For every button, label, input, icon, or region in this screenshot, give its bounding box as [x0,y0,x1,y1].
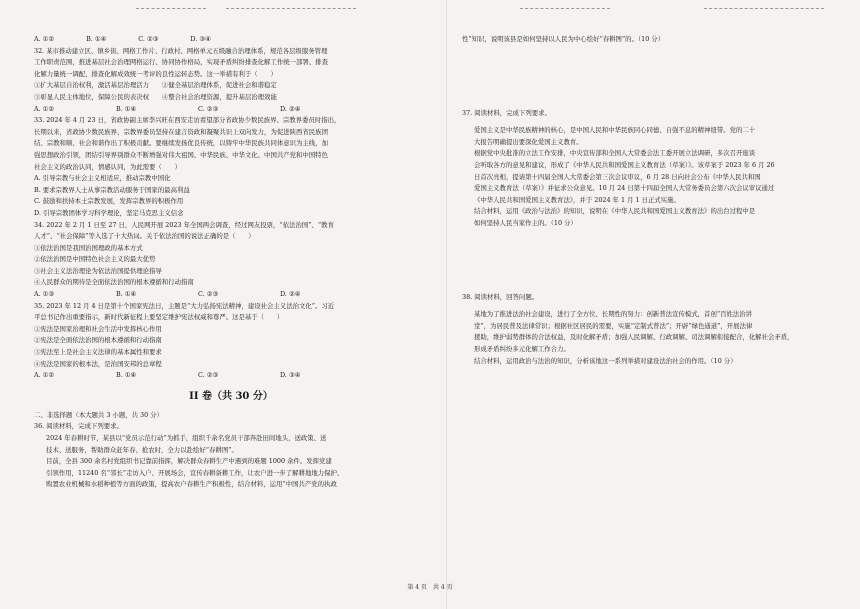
text-line: ④人民群众的期待是全面依法治国的根本遵循和行动指南 [34,278,194,287]
answer-option: A. ①③ [34,290,55,299]
text-line: 目前，全县 300 余名村党组织书记靠前指挥，解决群众春耕生产中遇到的难题 1000 余件。发挥党建 [46,457,332,466]
text-line: 爱国主义是中华民族精神的核心，是中国人民和中华民族同心同德、自强不息的精神纽带。党的二十 [474,126,756,135]
text-line: 人才”、“社会保障”等入选了十大热词。关于依法治国的说法正确的是（ ） [34,232,255,241]
q32-options [34,104,428,116]
text-line: ②依法治国是中国特色社会主义的最大优势 [34,255,156,264]
text-line: 37. 阅读材料，完成下列要求。 [462,108,551,117]
text-line: ③社会主义法治理论为依法治国提供理论指导 [34,266,162,275]
answer-option: D. ②④ [280,104,301,113]
text-line: 形成矛盾纠纷多元化解工作合力。 [474,344,570,353]
text-line: 爱国主义教育法（草案）》并征求公众意见。10 月 24 日第十四届全国人大常务委员会第六次会议审议通过 [474,184,775,193]
text-line: 工作职责范围，推进基层社会治理网格运行、协同协作格局，实现矛盾纠纷排查化解工作统一部署、排查 [34,58,328,67]
text-line: 日首次亮相，提请第十四届全国人大常委会第三次会议审议，6 月 28 日向社会公布《中华人民共和国 [474,172,761,181]
left-column [34,34,428,491]
q36-material [34,433,428,491]
header-dash-right-1 [520,8,610,9]
text-line: ④宪法是国家的根本法，是治国安邦的总章程 [34,359,162,368]
left-block-b [34,115,428,289]
right-column [462,34,836,367]
answer-option: C. ②③ [198,104,219,113]
answer-option: C. ②③ [198,371,219,380]
left-block-d [34,410,428,433]
answer-option: B. ①④ [116,371,137,380]
text-line: D. 引导宗教团体学习科学理论，坚定马克思主义信念 [34,208,184,217]
page-fold [446,0,447,609]
text-line: 如何坚持人民当家作主的。（10 分） [474,218,577,227]
page-footer: 第 4 页 共 4 页 [407,584,453,591]
text-line: ③宪法至上是社会主义法律的基本属性和要求 [34,348,162,357]
text-line: 性”知识，说明该县是如何坚持以人民为中心绘好“春耕图”的。（10 分） [462,35,665,43]
header-dash-right-2 [704,8,824,9]
text-line: 《中华人民共和国爱国主义教育法》，并于 2024 年 1 月 1 日正式实施。 [474,195,680,204]
left-block-a [34,34,428,104]
text-line: ①扩大基层自治权利，激活基层治理活力 ②健全基层治理体系，促进社会和谐稳定 [34,81,277,90]
text-line: 社会主义的政治认同，情感认同，为此需要（ ） [34,162,181,171]
text-line: A. ①② B. ①④ C. ②③ D. ③④ [34,35,211,43]
right-block-a [462,34,836,46]
text-line: 33. 2024 年 4 月 23 日，省政协副主席李兴旺在西安走访看望部分省政协少数民族界、宗教界委员时指出， [34,116,341,125]
text-line: 结合材料，运用《政治与法治》的知识，说明在《中华人民共和国爱国主义教育法》的出台过程中是 [474,207,756,216]
text-line: ①宪法是国家治理和社会生活中发挥核心作用 [34,324,162,333]
text-line: C. 鼓励和扶持本土宗教发展，发挥宗教界的积极作用 [34,197,184,206]
text-line: 援助，维护弱势群体的合法权益，及时化解矛盾；加强人民调解、行政调解、司法调解衔接配合，化解社会矛盾， [474,333,794,342]
q38-heading [462,292,836,304]
section-title: II 卷（共 30 分） [189,390,273,402]
text-line: 引领作用，11240 名“邻长”走访入户、开展场会，宣传春耕备耕工作，让农户进一步了解耕地地力保护、 [46,468,344,477]
text-line: 长期以来，省政协少数民族界、宗教界委员坚持在建言资政和凝聚共识上双向发力，为促进陕西省民族团 [34,127,328,136]
text-line: 二、非选择题（本大题共 3 小题，共 30 分） [34,410,163,419]
text-line: 强思想政治引领，团结引导界别群众不断增强对伟大祖国、中华民族、中华文化、中国共产党和中国特色 [34,150,328,159]
answer-option: D. ③④ [280,371,301,380]
text-line: 技术、送服务，帮助群众赶年春、抢农时，全力以赴绘好“春耕图”。 [46,445,238,454]
header-dash-left-1 [136,8,206,9]
q38-material [462,309,836,367]
text-line: 购置农业机械和水稻种植等方面的政策，提高农户春耕生产积极性，结合材料，运用“中国共产党的执政 [46,480,337,489]
text-line: A. 引导宗教与社会主义相适应，推动宗教中国化 [34,174,171,183]
q37-material [462,125,836,229]
q34-options [34,289,428,301]
q37-heading [462,108,836,120]
answer-option: B. ①④ [116,290,137,299]
text-line: 会听取各方的意见和建议，形成了《中华人民共和国爱国主义教育法（草案）》。该草案于 2023 年 6 月 26 [474,160,775,169]
text-line: 大报告明确提出要深化爱国主义教育。 [474,137,583,146]
text-line: 32. 某市推动建立区、镇乡街、网格工作片、行政村、网格单元五级融合治理体系，规范各层级服务管理 [34,46,328,55]
text-line: ②宪法是全面依法治国的根本遵循和行动指南 [34,336,162,345]
text-line: B. 要求宗教界人士从事宗教活动服务于国家的最高利益 [34,185,190,194]
text-line: 某地为了推进法治社会建设，进行了全方位、长期性的努力：创新普法宣传模式，首创“百姓法治讲 [474,310,753,319]
text-line: 2024 年春耕时节，某县以“党员示范行动”为抓手，组织千余名党员干部奔赴田间地头，送政策、送 [46,434,327,442]
text-line: ①依法治国是我国治国理政的基本方式 [34,243,143,252]
answer-option: A. ①② [34,371,55,380]
text-line: ③彰显人民主体地位，保障公民的表决权 ④整合社会治理资源，提升基层治理效能 [34,92,277,101]
left-block-c [34,301,428,371]
text-line: 平总书记作出重要指示，新时代新征程上要坚定维护宪法权威和尊严。这是基于（ ） [34,313,284,322]
text-line: 根据党中央批准的立法工作安排，中央宣传部和全国人大常委会法工委开展立法调研，多次召开座谈 [474,149,756,158]
q35-options [34,370,428,382]
text-line: 38. 阅读材料，回答问题。 [462,292,539,301]
text-line: 34. 2022 年 2 月 1 日至 27 日，人民网开展 2023 年全国两会调查，经过网友投票，“依法治国”、“教育 [34,220,334,229]
text-line: 35. 2023 年 12 月 4 日是第十个国家宪法日，主题是“大力弘扬宪法精神，建设社会主义法治文化”。习近 [34,301,335,310]
header-dash-left-2 [226,8,356,9]
text-line: 化解力量统一调配、排查化解成效统一考评的良性运转态势。这一举措有利于（ ） [34,69,277,78]
text-line: 结、宗教和顺、社会和谐作出了积极贡献。要继续发扬优良传统，以铸牢中华民族共同体意识为主线，加 [34,139,328,148]
answer-option: D. ②④ [280,290,301,299]
text-line: 堂”，为居民普及法律常识；根据社区居民的需要，实施“定制式普法”；开辟“绿色通道”，开展法律 [474,321,753,330]
answer-option: C. ②③ [198,290,219,299]
answer-option: B. ①④ [116,104,137,113]
answer-option: A. ①② [34,104,55,113]
text-line: 36. 阅读材料，完成下列要求。 [34,422,123,431]
text-line: 结合材料，运用政治与法治的知识，分析该地这一系列举措对建设法治社会的作用。（10 分） [474,356,737,365]
